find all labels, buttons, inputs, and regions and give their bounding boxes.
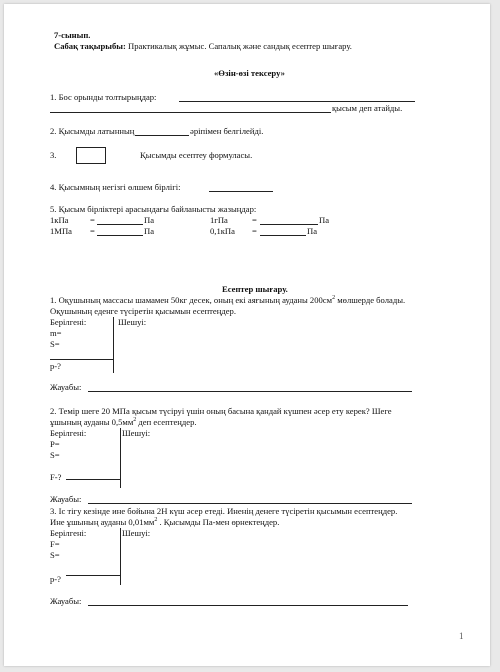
unit-kpa-label: 1кПа (50, 215, 69, 225)
question-1-end: қысым деп атайды. (332, 103, 403, 113)
problem-3-answer-label: Жауабы: (50, 596, 82, 606)
question-2-end: әріпімен белгілейді. (190, 126, 264, 136)
unit-hpa-unit: Па (319, 215, 330, 225)
problem-1-given-s: S= (50, 339, 60, 349)
unit-kpa-eq: = (90, 215, 95, 225)
unit-mpa-label: 1МПа (50, 226, 72, 236)
problem-3-line-2: Ине ұшының ауданы $0,01мм^2$ . Қысымды Па-мен өрнектеңдер. (50, 517, 280, 527)
problem-1-line-1: 1. Оқушының массасы шамамен 50кг десек, оның екі аяғының ауданы $200см^2$ мөлшерде болады. (50, 295, 406, 305)
problem-1-divider (113, 317, 114, 373)
unit-mpa-unit: Па (144, 226, 155, 236)
unit-hpa-label: 1гПа (210, 215, 228, 225)
problem-2-answer-blank[interactable] (88, 503, 412, 504)
problem-2-line-2: ұшының ауданы $0,5мм^2$ деп есептеңдер. (50, 417, 197, 427)
question-5-text: 5. Қысым бірліктері арасындағы байланысты жазыңдар: (50, 204, 257, 214)
question-1-blank-1[interactable] (179, 101, 415, 102)
lesson-topic (54, 41, 352, 51)
problem-2-solution-label: Шешуі: (122, 428, 151, 438)
problem-3-divider (120, 528, 121, 585)
worksheet-page (4, 4, 490, 666)
problem-3-solution-label: Шешуі: (122, 528, 151, 538)
unit-mpa-blank[interactable] (97, 235, 143, 236)
problem-2-answer-label: Жауабы: (50, 494, 82, 504)
problem-1-answer-label: Жауабы: (50, 382, 82, 392)
problem-2-given-label: Берілгені: (50, 428, 87, 438)
problem-1-solution-label: Шешуі: (118, 317, 147, 327)
question-4-blank[interactable] (209, 191, 273, 192)
problem-1-find: p-? (50, 361, 61, 371)
topic-text: Практикалық жұмыс. Сапалық және сандық есептер шығару. (128, 41, 352, 51)
question-1-blank-2[interactable] (50, 112, 331, 113)
unit-kpa-blank[interactable] (97, 224, 143, 225)
unit-01kpa-eq: = (252, 226, 257, 236)
problem-3-given-rule (66, 575, 120, 576)
problem-3-line-1: 3. Іс тігу кезінде ине бойына 2Н күш әсер етеді. Иненің денеге түсіретін қысымын есептеңдер. (50, 506, 398, 516)
problems-title: Есептер шығару. (222, 284, 288, 294)
problem-3-answer-blank[interactable] (88, 605, 408, 606)
question-3-text: Қысымды есептеу формуласы. (140, 150, 253, 160)
page-number: 1 (459, 631, 464, 641)
problem-2-given-s: S= (50, 450, 60, 460)
self-check-title: «Өзін-өзі тексеру» (214, 68, 285, 78)
problem-3-given-label: Берілгені: (50, 528, 87, 538)
problem-2-given-p: P= (50, 439, 60, 449)
question-4-text: 4. Қысымның негізгі өлшем бірлігі: (50, 182, 181, 192)
problem-1-answer-blank[interactable] (88, 391, 412, 392)
problem-2-line-1: 2. Темір шеге 20 МПа қысым түсіруі үшін оның басына қандай күшпен әсер ету керек? Шеге (50, 406, 392, 416)
grade-label: 7-сынып. (54, 30, 91, 40)
problem-1-given-label: Берілгені: (50, 317, 87, 327)
unit-01kpa-unit: Па (307, 226, 318, 236)
question-2-blank[interactable] (135, 135, 189, 136)
unit-01kpa-blank[interactable] (260, 235, 306, 236)
problem-1-given-m: m= (50, 328, 62, 338)
formula-answer-box[interactable] (76, 147, 106, 164)
problem-2-given-rule (66, 479, 120, 480)
question-3-number: 3. (50, 150, 57, 160)
unit-01kpa-label: 0,1кПа (210, 226, 235, 236)
problem-1-line-2: Оқушының еденге түсіретін қысымын есептеңдер. (50, 306, 236, 316)
problem-1-given-rule (50, 359, 113, 360)
unit-hpa-blank[interactable] (260, 224, 318, 225)
problem-3-given-f: F= (50, 539, 60, 549)
unit-hpa-eq: = (252, 215, 257, 225)
unit-mpa-eq: = (90, 226, 95, 236)
topic-label: Сабақ тақырыбы: (54, 41, 126, 51)
question-1-text: 1. Бос орынды толтырыңдар: (50, 92, 157, 102)
problem-3-find: p-? (50, 574, 61, 584)
unit-kpa-unit: Па (144, 215, 155, 225)
question-2-text: 2. Қысымды латынның (50, 126, 135, 136)
problem-3-given-s: S= (50, 550, 60, 560)
problem-2-find: F-? (50, 472, 62, 482)
problem-2-divider (120, 428, 121, 488)
